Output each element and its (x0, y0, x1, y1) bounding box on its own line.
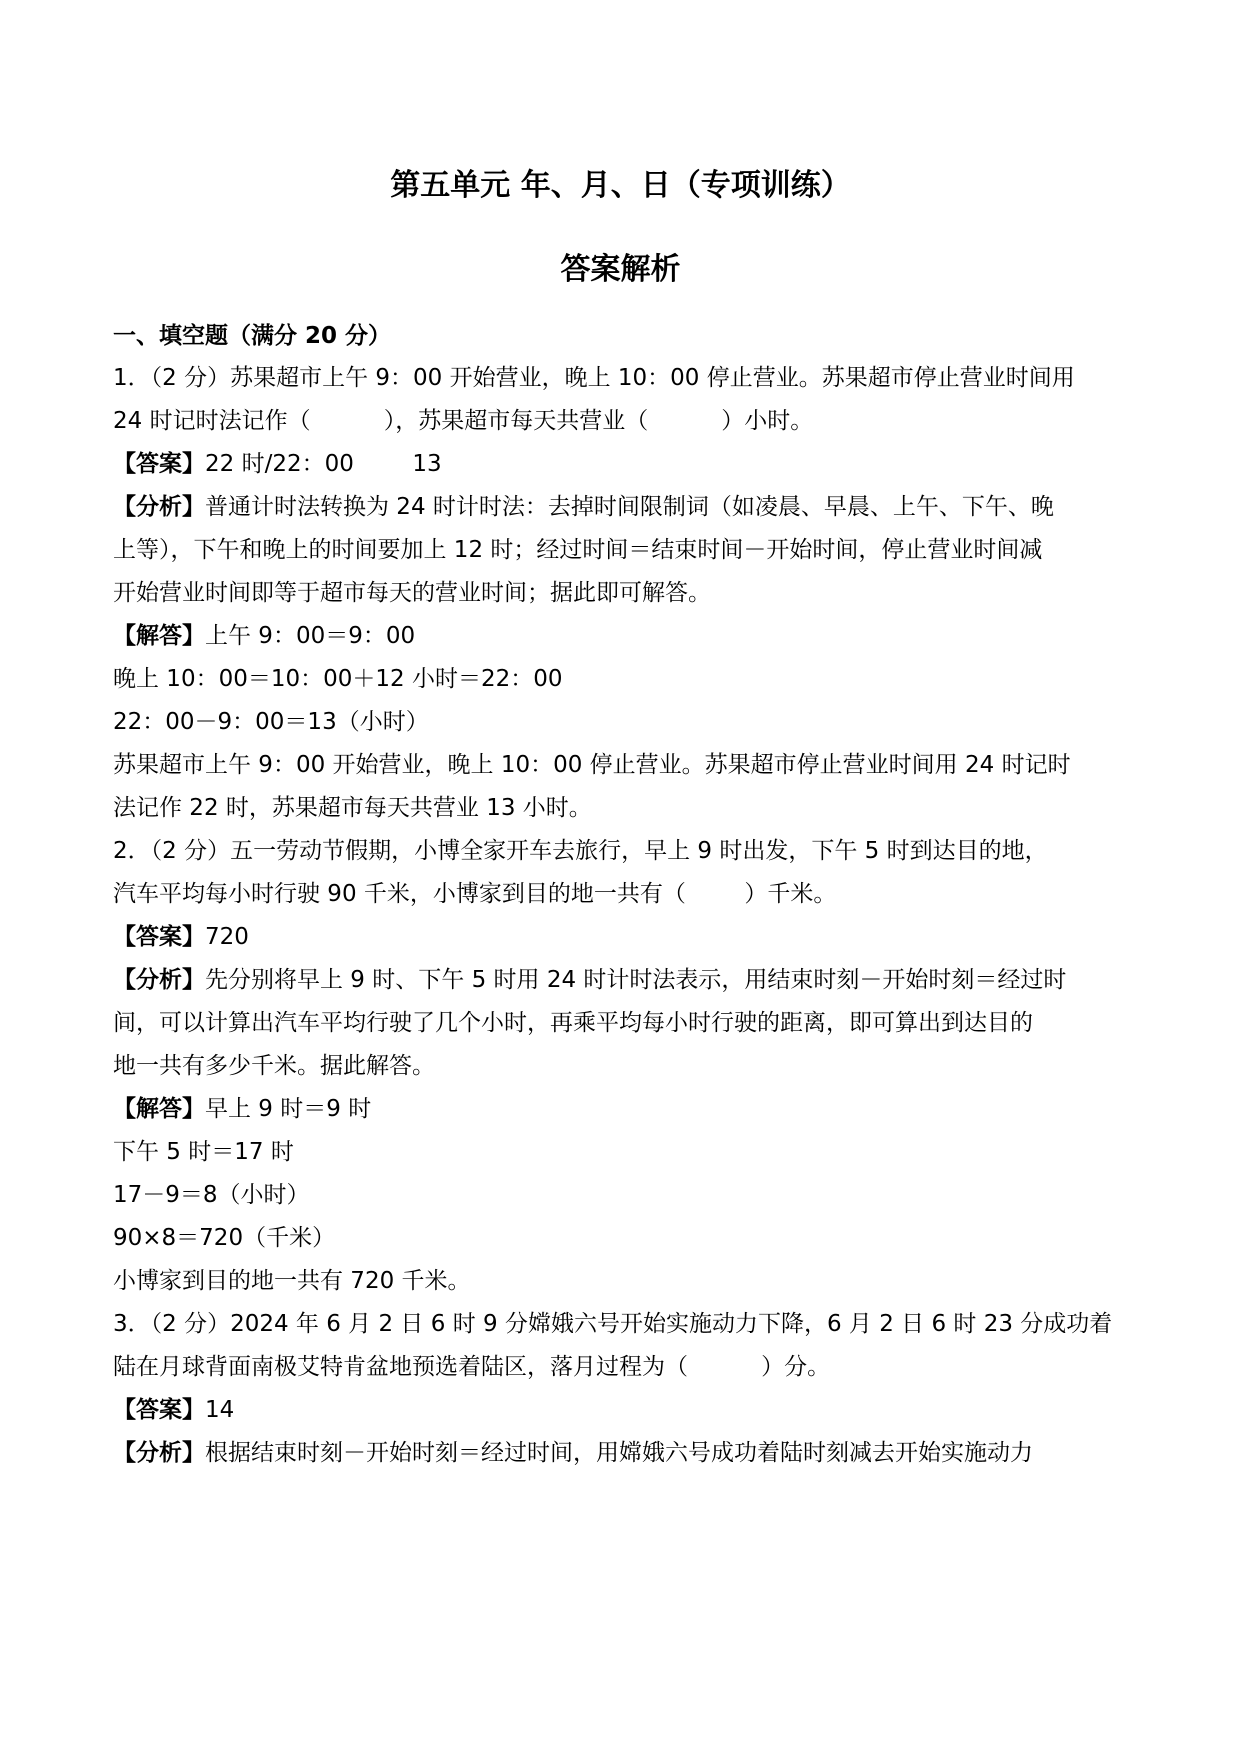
text-line (113, 835, 1048, 867)
line-tag: 【解答】 (113, 1096, 205, 1122)
text-line (113, 1394, 234, 1426)
text-line (113, 1093, 371, 1125)
document-subtitle: 答案解析 (560, 252, 681, 287)
line-tag: 【分析】 (113, 1440, 205, 1466)
text-line (113, 534, 1042, 566)
line-text: 720 (205, 924, 249, 950)
text-line (113, 1437, 1033, 1469)
line-text: 法记作 22 时，苏果超市每天共营业 13 小时。 (113, 795, 592, 821)
text-line (113, 1351, 830, 1383)
text-line (113, 964, 1066, 996)
line-text: 地一共有多少千米。据此解答。 (113, 1053, 435, 1079)
line-text: 根据结束时刻－开始时刻＝经过时间，用嫦娥六号成功着陆时刻减去开始实施动力 (205, 1440, 1033, 1466)
text-line (113, 878, 836, 910)
line-text: 17－9＝8（小时） (113, 1182, 310, 1208)
line-text: 开始营业时间即等于超市每天的营业时间；据此即可解答。 (113, 580, 711, 606)
text-line (113, 362, 1075, 394)
line-text: 普通计时法转换为 24 时计时法：去掉时间限制词（如凌晨、早晨、上午、下午、晚 (205, 494, 1054, 520)
line-text: 间，可以计算出汽车平均行驶了几个小时，再乘平均每小时行驶的距离，即可算出到达目的 (113, 1010, 1033, 1036)
line-text: 22 时/22：00 13 (205, 451, 442, 477)
line-text: 下午 5 时＝17 时 (113, 1139, 294, 1165)
line-tag: 【解答】 (113, 623, 205, 649)
line-tag: 【答案】 (113, 924, 205, 950)
line-text: 上等），下午和晚上的时间要加上 12 时；经过时间＝结束时间－开始时间，停止营业时间减 (113, 537, 1043, 563)
line-text: 14 (205, 1397, 235, 1423)
document-title: 第五单元 年、月、日（专项训练） (390, 168, 851, 203)
text-line (113, 577, 711, 609)
line-tag: 【分析】 (113, 967, 205, 993)
text-line (113, 1179, 310, 1211)
text-line (113, 663, 563, 695)
text-line (113, 491, 1054, 523)
line-text: 苏果超市上午 9：00 开始营业，晚上 10：00 停止营业。苏果超市停止营业时间用 24 时记时 (113, 752, 1071, 778)
line-text: 陆在月球背面南极艾特肯盆地预选着陆区，落月过程为（ ）分。 (113, 1354, 831, 1380)
text-line (113, 1308, 1112, 1340)
line-text: 汽车平均每小时行驶 90 千米，小博家到目的地一共有（ ）千米。 (113, 881, 837, 907)
line-text: 90×8＝720（千米） (113, 1225, 336, 1251)
line-text: 24 时记时法记作（ ），苏果超市每天共营业（ ）小时。 (113, 408, 814, 434)
text-line (113, 620, 415, 652)
text-line (113, 706, 429, 738)
line-text: 上午 9：00＝9：00 (205, 623, 416, 649)
section-heading: 一、填空题（满分 20 分） (113, 323, 392, 349)
text-line (113, 792, 592, 824)
line-text: 早上 9 时＝9 时 (205, 1096, 372, 1122)
line-tag: 【分析】 (113, 494, 205, 520)
line-text: 1．（2 分）苏果超市上午 9：00 开始营业，晚上 10：00 停止营业。苏果超市停止营业时间用 (113, 365, 1075, 391)
text-line (113, 1050, 435, 1082)
line-text: 先分别将早上 9 时、下午 5 时用 24 时计时法表示，用结束时刻－开始时刻＝经过时 (205, 967, 1067, 993)
text-line (113, 921, 249, 953)
line-text: 22：00－9：00＝13（小时） (113, 709, 429, 735)
line-text: 晚上 10：00＝10：00＋12 小时＝22：00 (113, 666, 563, 692)
line-text: 小博家到目的地一共有 720 千米。 (113, 1268, 471, 1294)
text-line (113, 749, 1071, 781)
line-tag: 【答案】 (113, 451, 205, 477)
text-line (113, 1222, 335, 1254)
line-tag: 【答案】 (113, 1397, 205, 1423)
text-line (113, 1136, 294, 1168)
line-text: 2．（2 分）五一劳动节假期，小博全家开车去旅行，早上 9 时出发，下午 5 时到达目的地， (113, 838, 1048, 864)
text-line (113, 405, 813, 437)
text-line (113, 448, 442, 480)
line-text: 3．（2 分）2024 年 6 月 2 日 6 时 9 分嫦娥六号开始实施动力下降，6 月 2 日 6 时 23 分成功着 (113, 1311, 1113, 1337)
text-line (113, 1265, 471, 1297)
text-line (113, 1007, 1033, 1039)
